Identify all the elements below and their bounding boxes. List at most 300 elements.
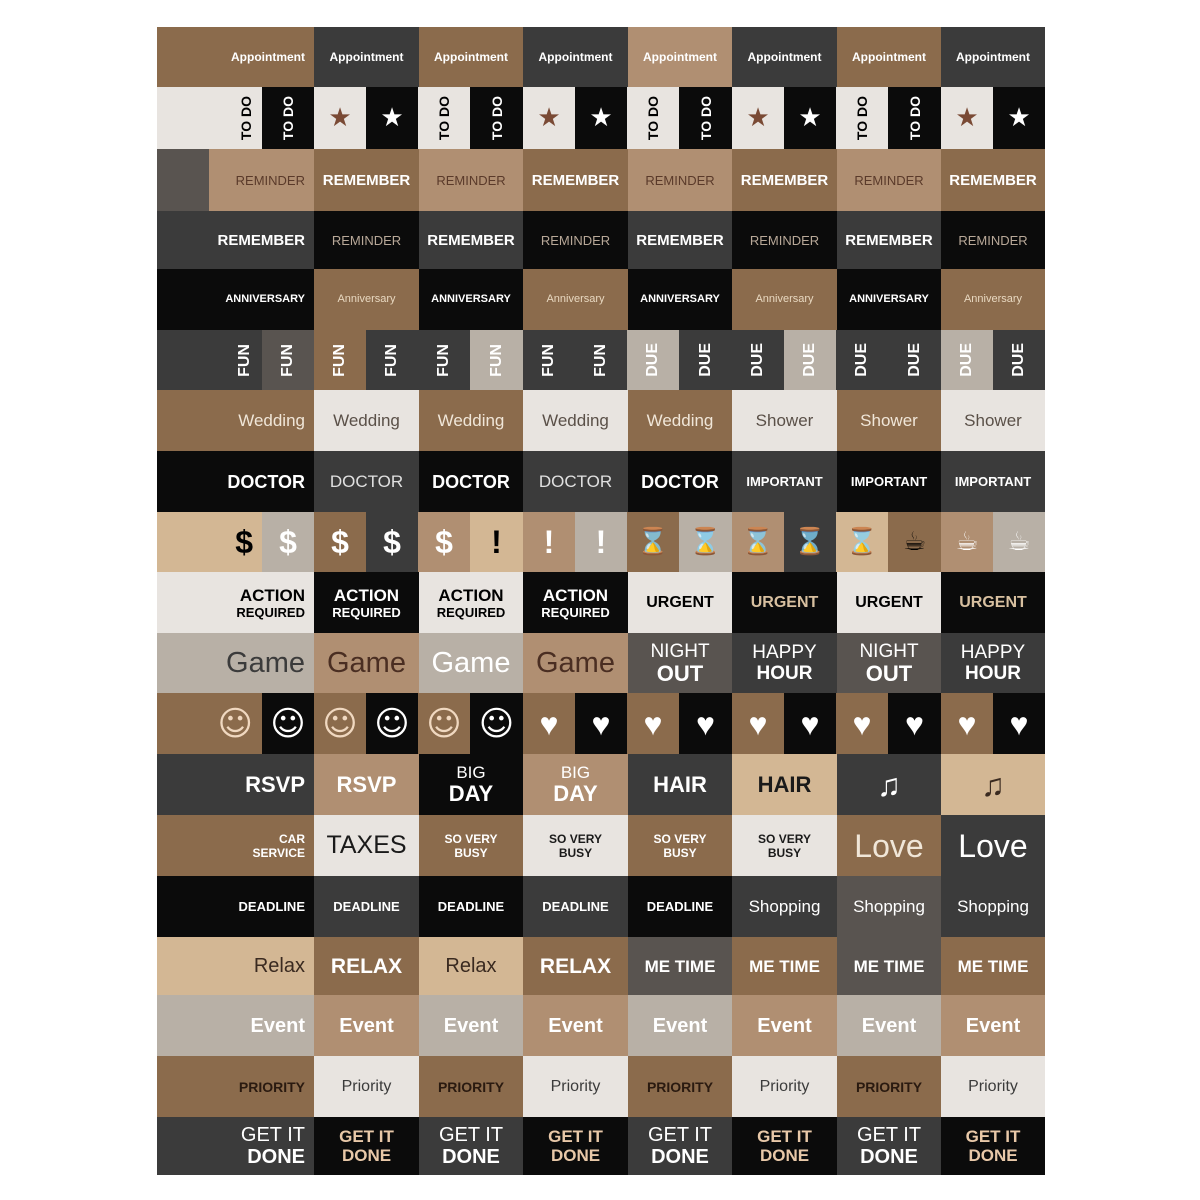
sticker-to-do [157, 87, 262, 149]
sticker-anniversary [837, 269, 941, 330]
heart-icon: ♥ [800, 705, 820, 742]
sticker-star [575, 87, 627, 149]
sticker-label-line2: REQUIRED [436, 604, 506, 620]
sticker-label: Game [536, 646, 615, 679]
sticker-deadline [314, 876, 419, 937]
sticker-event [419, 995, 523, 1056]
sticker-label: FUN [279, 343, 296, 377]
sticker-due [784, 330, 836, 390]
sticker-label: FUN [236, 343, 253, 377]
sticker-label: TO DO [436, 95, 452, 141]
sticker-fun [523, 330, 575, 390]
sticker-heart [523, 693, 575, 754]
sticker-label: Event [443, 1014, 499, 1037]
heart-icon: ♥ [957, 705, 977, 742]
sticker-label: TAXES [326, 831, 407, 859]
sticker-label: RSVP [336, 771, 397, 797]
sticker-label: SO VERY [549, 831, 602, 846]
sticker-anniversary [523, 269, 628, 330]
sticker-label: IMPORTANT [850, 474, 928, 489]
sticker-reminder [523, 211, 628, 269]
smiley-icon: ☺ [270, 703, 306, 744]
sticker-star [784, 87, 836, 149]
sticker-label-line2: REQUIRED [541, 604, 610, 620]
sticker-label: FUN [435, 343, 452, 377]
sticker-label: PRIORITY [238, 1078, 305, 1095]
sticker-game [419, 633, 523, 693]
hourglass-icon: ⌛ [793, 527, 827, 557]
heart-icon: ♥ [696, 705, 715, 742]
sticker-heart [888, 693, 941, 754]
sticker-heart [679, 693, 732, 754]
sticker-heart [627, 693, 679, 754]
sticker-remember [419, 211, 523, 269]
sticker-shopping [837, 876, 941, 937]
sticker-label: Game [327, 646, 406, 679]
sticker-row [157, 693, 1045, 754]
dollar-icon: $ [279, 524, 297, 560]
sticker-star [314, 87, 366, 149]
sticker-to-do [836, 87, 888, 149]
sticker-hourglass [836, 512, 888, 572]
dollar-icon: $ [331, 524, 349, 560]
sticker-label: Wedding [542, 411, 609, 430]
sticker-label: ANNIVERSARY [431, 293, 511, 305]
sticker-label: ME TIME [853, 956, 925, 976]
sticker-label: DEADLINE [542, 899, 609, 914]
sticker-remember [314, 149, 419, 211]
sticker-to-do [888, 87, 941, 149]
sticker-label: HAPPY [752, 642, 817, 663]
sticker-label: GET IT [438, 1124, 504, 1146]
sticker-doctor [628, 451, 732, 512]
sticker-label: DOCTOR [432, 471, 510, 492]
sticker-label-line2: REQUIRED [332, 604, 401, 620]
sticker-label: DUE [958, 343, 975, 377]
sticker-fun [418, 330, 470, 390]
sticker-taxes [314, 815, 419, 876]
sticker-label: Love [854, 827, 924, 864]
sticker-wedding [523, 390, 628, 451]
sticker-row [157, 211, 1045, 269]
sticker-relax [419, 937, 523, 995]
sticker-label: Event [250, 1014, 305, 1037]
sticker-due [941, 330, 993, 390]
dollar-icon: $ [235, 524, 253, 560]
sticker-get-it-done [837, 1117, 941, 1175]
sticker-label: GET IT [856, 1124, 922, 1146]
sticker-label: REMINDER [540, 232, 611, 248]
sticker-shower [941, 390, 1045, 451]
sticker-dollar [314, 512, 366, 572]
sticker-reminder [628, 149, 732, 211]
sticker-wedding [157, 390, 314, 451]
sticker-exclamation [470, 512, 523, 572]
sticker-label: REMINDER [436, 172, 506, 188]
sticker-appointment [732, 27, 837, 87]
sticker-row [157, 390, 1045, 451]
sticker-row [157, 937, 1045, 995]
sticker-priority [732, 1056, 837, 1117]
sticker-label: ANNIVERSARY [849, 293, 929, 305]
sticker-label: REMINDER [645, 172, 715, 188]
sticker-dollar [157, 512, 262, 572]
sticker-star [993, 87, 1045, 149]
sticker-rsvp [157, 754, 314, 815]
smiley-icon: ☺ [217, 703, 253, 744]
sticker-label: GET IT [339, 1127, 394, 1146]
sticker-label: REMEMBER [740, 171, 829, 189]
sticker-label: PRIORITY [855, 1078, 923, 1095]
sticker-label: GET IT [240, 1124, 305, 1146]
sticker-hourglass [627, 512, 679, 572]
sticker-label: FUN [383, 343, 400, 377]
sticker-reminder [419, 149, 523, 211]
sticker-action-required [419, 572, 523, 633]
sticker-label: DUE [1010, 343, 1027, 377]
sticker-label: CAR [279, 831, 305, 846]
sticker-fun [262, 330, 314, 390]
sticker-happy-hour [941, 633, 1045, 693]
sticker-star [941, 87, 993, 149]
sticker-label: Appointment [538, 50, 613, 64]
sticker-me-time [837, 937, 941, 995]
sticker-label: Wedding [238, 411, 305, 430]
sticker-priority [837, 1056, 941, 1117]
sticker-relax [523, 937, 628, 995]
sticker-label: Appointment [231, 50, 305, 64]
sticker-label: ME TIME [749, 956, 820, 976]
sticker-get-it-done [523, 1117, 628, 1175]
star-icon: ★ [1007, 103, 1031, 133]
sticker-label-line2: OUT [865, 660, 913, 686]
sticker-urgent [837, 572, 941, 633]
sticker-label-line2: DONE [247, 1146, 305, 1168]
sticker-label: TO DO [645, 95, 661, 141]
sticker-label: DUE [853, 343, 870, 377]
sticker-dollar [418, 512, 470, 572]
sticker-shower [732, 390, 837, 451]
coffee-cup-icon: ☕ [902, 527, 927, 557]
sticker-label: RSVP [245, 771, 305, 797]
heart-icon: ♥ [1009, 705, 1029, 742]
sticker-label: Anniversary [755, 293, 814, 305]
sticker-doctor [523, 451, 628, 512]
sticker-label: Anniversary [337, 293, 396, 305]
sticker-event [314, 995, 419, 1056]
sticker-label-line2: DONE [442, 1146, 500, 1168]
sticker-label: Wedding [646, 411, 714, 430]
sticker-get-it-done [941, 1117, 1045, 1175]
sticker-label-line2: BUSY [663, 845, 697, 860]
sticker-label-line2: SERVICE [252, 845, 305, 860]
sticker-event [941, 995, 1045, 1056]
sticker-action-required [523, 572, 628, 633]
sticker-label-line2: REQUIRED [236, 604, 305, 620]
sticker-smiley [470, 693, 523, 754]
sticker-label: SO VERY [444, 831, 498, 846]
sticker-label: ACTION [438, 585, 504, 605]
sticker-label: FUN [331, 343, 348, 377]
sticker-label: DUE [905, 343, 923, 377]
sticker-anniversary [941, 269, 1045, 330]
sticker-label: Priority [341, 1077, 392, 1095]
sticker-wedding [628, 390, 732, 451]
sticker-due [993, 330, 1045, 390]
sticker-label: DUE [644, 343, 661, 377]
smiley-icon: ☺ [426, 703, 462, 744]
sticker-heart [732, 693, 784, 754]
star-icon: ★ [589, 103, 613, 133]
sticker-reminder [157, 149, 314, 211]
sticker-urgent [732, 572, 837, 633]
sticker-star [366, 87, 418, 149]
sticker-remember [523, 149, 628, 211]
sticker-label: TO DO [280, 95, 296, 141]
sticker-coffee-cup [993, 512, 1045, 572]
sticker-doctor [314, 451, 419, 512]
sticker-label: Appointment [956, 50, 1030, 64]
sticker-heart [575, 693, 627, 754]
sticker-me-time [628, 937, 732, 995]
sticker-so-very-busy [523, 815, 628, 876]
sticker-label: Event [965, 1014, 1021, 1037]
sticker-row [157, 87, 1045, 149]
sticker-label: IMPORTANT [954, 474, 1032, 489]
sticker-dollar [366, 512, 418, 572]
sticker-label: BIG [560, 763, 591, 782]
sticker-smiley [366, 693, 418, 754]
smiley-icon: ☺ [322, 703, 358, 744]
sticker-wedding [419, 390, 523, 451]
sticker-star [732, 87, 784, 149]
sticker-row [157, 1056, 1045, 1117]
sticker-label: Event [757, 1014, 812, 1037]
sticker-get-it-done [419, 1117, 523, 1175]
sticker-label: GET IT [548, 1127, 603, 1146]
sticker-event [732, 995, 837, 1056]
sticker-label: ACTION [333, 585, 400, 605]
sticker-deadline [523, 876, 628, 937]
sticker-action-required [157, 572, 314, 633]
hourglass-icon: ⌛ [636, 527, 670, 557]
sticker-label: SO VERY [653, 831, 707, 846]
sticker-label: TO DO [488, 95, 505, 141]
sticker-label: DOCTOR [538, 472, 613, 491]
sticker-priority [314, 1056, 419, 1117]
sticker-label: DEADLINE [238, 899, 305, 914]
sticker-so-very-busy [732, 815, 837, 876]
sticker-label-line2: DONE [968, 1146, 1018, 1165]
sticker-label: Wedding [437, 411, 505, 430]
sticker-event [523, 995, 628, 1056]
hourglass-icon: ⌛ [741, 527, 775, 557]
sticker-label: Priority [550, 1077, 601, 1095]
sticker-appointment [628, 27, 732, 87]
sticker-anniversary [419, 269, 523, 330]
sticker-row [157, 512, 1045, 572]
sticker-label: HAIR [757, 771, 812, 797]
sticker-label: Shower [755, 411, 814, 430]
heart-icon: ♥ [591, 705, 611, 742]
sticker-reminder [314, 211, 419, 269]
sticker-due [627, 330, 679, 390]
sticker-label: Appointment [434, 50, 508, 64]
sticker-edge-tab [157, 149, 209, 211]
sticker-label: RELAX [539, 954, 612, 978]
sticker-deadline [419, 876, 523, 937]
sticker-due [732, 330, 784, 390]
dollar-icon: $ [435, 524, 453, 560]
sticker-label: DOCTOR [329, 472, 404, 491]
sticker-coffee-cup [888, 512, 941, 572]
smiley-icon: ☺ [478, 703, 515, 744]
sticker-label: Shopping [957, 897, 1029, 916]
sticker-happy-hour [732, 633, 837, 693]
sticker-row [157, 876, 1045, 937]
sticker-exclamation [523, 512, 575, 572]
sticker-big-day [523, 754, 628, 815]
sticker-hourglass [732, 512, 784, 572]
sticker-label: REMEMBER [531, 171, 620, 189]
star-icon: ★ [798, 103, 822, 133]
star-icon: ★ [537, 103, 561, 133]
sticker-label: TO DO [854, 95, 870, 141]
sticker-anniversary [157, 269, 314, 330]
sticker-label: Love [958, 827, 1028, 864]
sticker-remember [157, 211, 314, 269]
sticker-label: DEADLINE [333, 899, 400, 914]
sticker-label: REMINDER [749, 232, 820, 248]
sticker-anniversary [314, 269, 419, 330]
heart-icon: ♥ [852, 705, 872, 742]
sticker-label: ACTION [542, 585, 609, 605]
star-icon: ★ [380, 103, 404, 133]
sticker-label: Priority [759, 1077, 810, 1095]
sticker-label: GET IT [757, 1127, 812, 1146]
sticker-row [157, 815, 1045, 876]
sticker-appointment [314, 27, 419, 87]
sticker-relax [157, 937, 314, 995]
sticker-label: Appointment [852, 50, 926, 64]
sticker-doctor [157, 451, 314, 512]
sticker-row [157, 1117, 1045, 1175]
sticker-to-do [418, 87, 470, 149]
sticker-rsvp [314, 754, 419, 815]
heart-icon: ♥ [643, 705, 663, 742]
sticker-fun [157, 330, 262, 390]
sticker-label-line2: DONE [759, 1146, 810, 1165]
sticker-star [523, 87, 575, 149]
sticker-coffee-cup [941, 512, 993, 572]
music-note-icon: ♫ [877, 766, 901, 803]
sticker-sheet [157, 27, 1045, 1177]
sticker-label: HAIR [653, 771, 707, 797]
sticker-fun [470, 330, 523, 390]
sticker-label: PRIORITY [437, 1078, 505, 1095]
hourglass-icon: ⌛ [689, 527, 722, 557]
sticker-label: Anniversary [546, 293, 605, 305]
sticker-shopping [732, 876, 837, 937]
sticker-me-time [941, 937, 1045, 995]
sticker-label: SO VERY [758, 831, 811, 846]
sticker-remember [941, 149, 1045, 211]
sticker-label: Relax [253, 955, 305, 977]
sticker-label: Event [548, 1014, 603, 1037]
hourglass-icon: ⌛ [845, 527, 879, 557]
sticker-label: PRIORITY [646, 1078, 714, 1095]
sticker-row [157, 330, 1045, 390]
sticker-urgent [941, 572, 1045, 633]
sticker-get-it-done [732, 1117, 837, 1175]
sticker-label: RELAX [330, 954, 403, 978]
sticker-remember [628, 211, 732, 269]
sticker-label: REMINDER [235, 172, 305, 188]
sticker-fun [314, 330, 366, 390]
sticker-label: GET IT [647, 1124, 713, 1146]
sticker-appointment [419, 27, 523, 87]
sticker-heart [836, 693, 888, 754]
sticker-label: Game [431, 646, 511, 679]
sticker-label: REMINDER [854, 172, 924, 188]
sticker-deadline [628, 876, 732, 937]
sticker-label: Event [339, 1014, 394, 1037]
sticker-label: FUN [540, 343, 557, 377]
sticker-hair [732, 754, 837, 815]
exclamation-icon: ! [543, 524, 555, 560]
sticker-label: TO DO [906, 95, 923, 141]
sticker-label: URGENT [646, 593, 714, 611]
sticker-heart [993, 693, 1045, 754]
sticker-reminder [732, 211, 837, 269]
sticker-due [679, 330, 732, 390]
sticker-label-line2: DONE [651, 1146, 709, 1168]
sticker-label: GET IT [965, 1127, 1021, 1146]
sticker-row [157, 269, 1045, 330]
sticker-label: REMEMBER [949, 171, 1037, 189]
sticker-row [157, 451, 1045, 512]
sticker-event [157, 995, 314, 1056]
sticker-label: REMEMBER [427, 231, 515, 249]
sticker-appointment [941, 27, 1045, 87]
sticker-label: Shopping [748, 897, 821, 916]
sticker-priority [157, 1056, 314, 1117]
sticker-hair [628, 754, 732, 815]
sticker-label: NIGHT [859, 640, 919, 662]
sticker-priority [523, 1056, 628, 1117]
sticker-music-note [837, 754, 941, 815]
sticker-appointment [523, 27, 628, 87]
sticker-due [888, 330, 941, 390]
sticker-label-line2: BUSY [558, 845, 593, 860]
sticker-remember [837, 211, 941, 269]
sticker-label: Event [861, 1014, 917, 1037]
sticker-so-very-busy [628, 815, 732, 876]
sticker-label: Event [652, 1014, 708, 1037]
sticker-label: Shower [964, 411, 1022, 430]
sticker-label: BIG [456, 763, 486, 782]
sticker-label: DUE [696, 343, 714, 377]
sticker-car-service [157, 815, 314, 876]
sticker-event [628, 995, 732, 1056]
coffee-cup-icon: ☕ [1007, 527, 1031, 557]
exclamation-icon: ! [595, 524, 607, 560]
sticker-row [157, 149, 1045, 211]
sticker-row [157, 633, 1045, 693]
sticker-label: REMEMBER [322, 171, 411, 189]
star-icon: ★ [955, 103, 979, 133]
sticker-exclamation [575, 512, 627, 572]
